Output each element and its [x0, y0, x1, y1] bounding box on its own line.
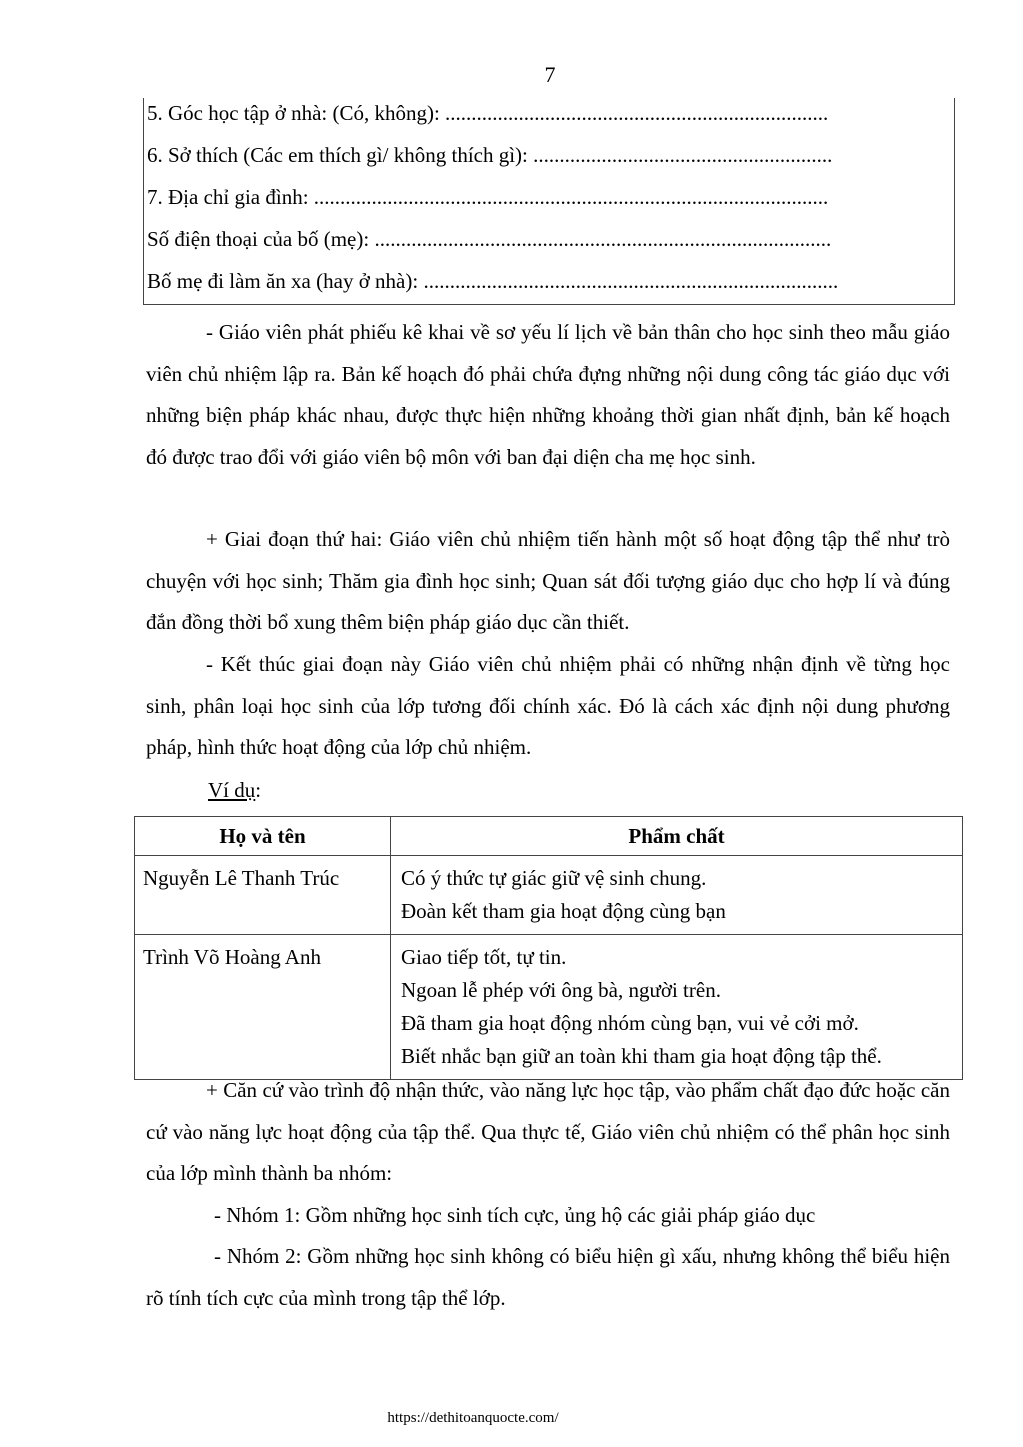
footer-url: https://dethitoanquocte.com/: [387, 1410, 559, 1426]
page-number: 7: [544, 62, 556, 87]
student-qualities-table: [134, 816, 963, 1080]
paragraph-classification: + Căn cứ vào trình độ nhận thức, vào năng lực học tập, vào phẩm chất đạo đức hoặc căn cứ vào năng lực hoạt động của tập thể. Qua thực tế, Giáo viên chủ nhiệm có thể phân học sinh của lớp mình thành ba nhóm:: [146, 1078, 950, 1185]
quality-item: Có ý thức tự giác giữ vệ sinh chung.: [401, 866, 707, 890]
student-qualities: [391, 935, 963, 1080]
student-name: Trình Võ Hoàng Anh: [135, 935, 391, 1080]
quality-item: Giao tiếp tốt, tự tin.: [401, 945, 567, 969]
paragraph-stage-end: - Kết thúc giai đoạn này Giáo viên chủ nhiệm phải có những nhận định về từng học sinh, phân loại học sinh của lớp tương đối chính xác. Đó là cách xác định nội dung phương pháp, hình thức hoạt động của lớp chủ nhiệm.: [146, 652, 950, 759]
student-name: Nguyễn Lê Thanh Trúc: [135, 856, 391, 935]
paragraph-group-two: - Nhóm 2: Gồm những học sinh không có biểu hiện gì xấu, nhưng không thể biểu hiện rõ tính tích cực của mình trong tập thể lớp.: [146, 1244, 950, 1310]
student-qualities: [391, 856, 963, 935]
form-line-hobbies: 6. Sở thích (Các em thích gì/ không thích gì): .........................................................: [147, 143, 833, 167]
form-line-parents-work: Bố mẹ đi làm ăn xa (hay ở nhà): ...............................................................................: [147, 269, 839, 293]
table-header-row: [135, 817, 963, 856]
paragraph-info-sheet: - Giáo viên phát phiếu kê khai về sơ yếu lí lịch về bản thân cho học sinh theo mẫu giáo viên chủ nhiệm lập ra. Bản kế hoạch đó phải chứa đựng những nội dung công tác giáo dục với những biện pháp khác nhau, được thực hiện những khoảng thời gian nhất định, bản kế hoạch đó được trao đổi với giáo viên bộ môn với ban đại diện cha mẹ học sinh.: [146, 320, 950, 469]
form-line-study-corner: 5. Góc học tập ở nhà: (Có, không): .........................................................................: [147, 101, 829, 125]
paragraph-stage-two: + Giai đoạn thứ hai: Giáo viên chủ nhiệm tiến hành một số hoạt động tập thể như trò chuyện với học sinh; Thăm gia đình học sinh; Quan sát đối tượng giáo dục cho hợp lí và đúng đắn đồng thời bổ xung thêm biện pháp giáo dục cần thiết.: [146, 527, 950, 634]
example-label: Ví dụ:: [208, 778, 262, 802]
form-line-address: 7. Địa chỉ gia đình: ..................................................................................................: [147, 185, 829, 209]
quality-item: Biết nhắc bạn giữ an toàn khi tham gia hoạt động tập thể.: [401, 1044, 882, 1068]
table-row: [135, 935, 963, 1080]
form-line-parent-phone: Số điện thoại của bố (mẹ): .......................................................................................: [147, 227, 832, 251]
quality-item: Đoàn kết tham gia hoạt động cùng bạn: [401, 899, 726, 923]
header-quality: Phẩm chất: [391, 817, 963, 856]
header-name: Họ và tên: [135, 817, 391, 856]
quality-item: Đã tham gia hoạt động nhóm cùng bạn, vui vẻ cởi mở.: [401, 1011, 859, 1035]
paragraph-group-one: - Nhóm 1: Gồm những học sinh tích cực, ủng hộ các giải pháp giáo dục: [214, 1203, 816, 1227]
student-info-form: [143, 98, 955, 305]
table-row: [135, 856, 963, 935]
quality-item: Ngoan lễ phép với ông bà, người trên.: [401, 978, 721, 1002]
